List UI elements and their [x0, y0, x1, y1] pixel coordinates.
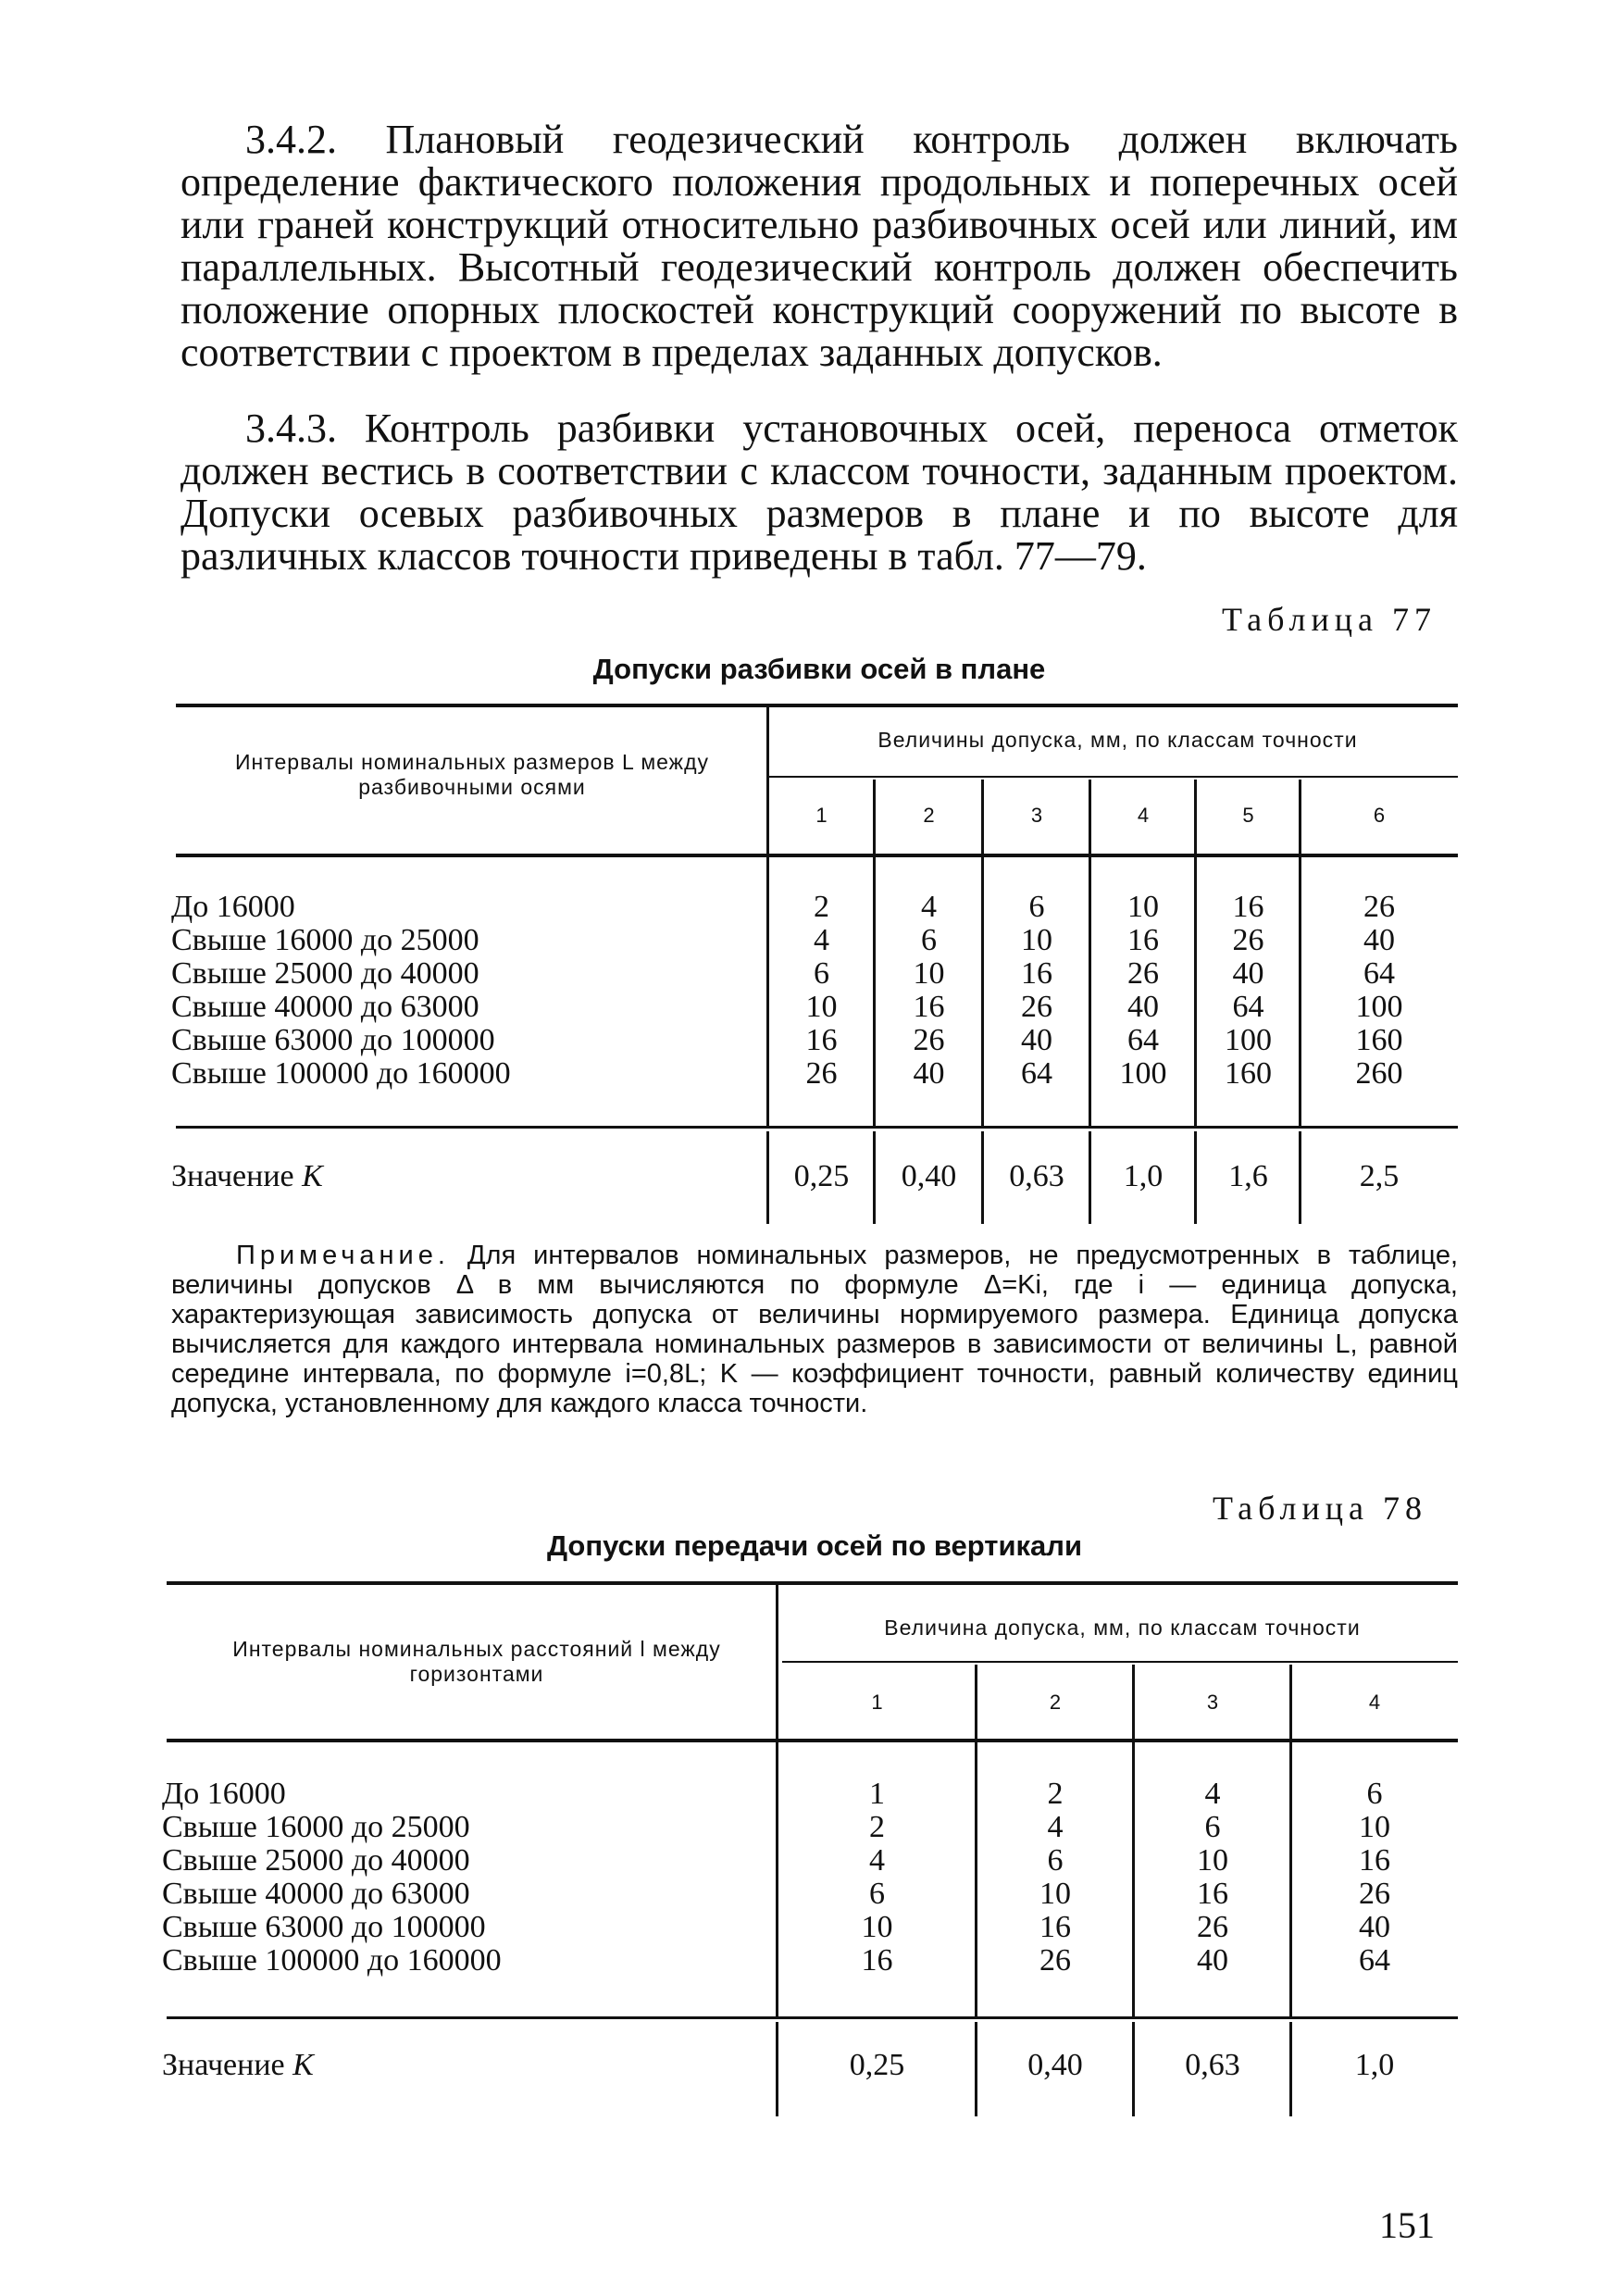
table78-value-cell: 6 [1047, 1843, 1064, 1878]
table78-value-cell: 10 [1039, 1877, 1071, 1911]
table78-value-cell: 2 [1047, 1777, 1064, 1811]
table78-value-cell: 10 [861, 1910, 893, 1944]
table77-value-cell: 40 [1232, 956, 1264, 991]
table-78-row-label: Свыше 25000 до 40000 [162, 1843, 470, 1878]
table78-value-cell: 26 [1197, 1910, 1228, 1944]
table-78-top-rule [167, 1581, 1458, 1585]
table-78-header-bottom-rule [167, 1739, 1458, 1742]
table78-value-cell: 6 [1366, 1777, 1383, 1811]
note-lead: Примечание. [236, 1241, 450, 1270]
table77-value-cell: 26 [1232, 923, 1264, 957]
table78-value-cell: 10 [1197, 1843, 1228, 1878]
table-77-note [171, 1241, 1458, 1418]
table77-value-cell: 260 [1355, 1056, 1403, 1091]
table77-value-cell: 160 [1225, 1056, 1272, 1091]
table78-value-cell: 4 [1047, 1810, 1064, 1844]
table77-class-number: 4 [1137, 804, 1150, 827]
table77-value-column [983, 891, 1090, 1091]
table77-value-cell: 4 [814, 923, 829, 957]
table78-value-cell: 4 [1204, 1777, 1221, 1811]
table-77-row-label: Свыше 63000 до 100000 [171, 1023, 495, 1057]
table78-value-cell: 16 [1359, 1843, 1390, 1878]
table78-value-cell: 2 [869, 1810, 885, 1844]
table77-k-value: 1,0 [1123, 1159, 1164, 1193]
table77-value-cell: 10 [805, 990, 838, 1024]
table78-value-cell: 16 [1197, 1877, 1228, 1911]
table77-k-value: 0,25 [793, 1159, 850, 1193]
table77-value-cell: 26 [1363, 890, 1395, 924]
table78-value-cell: 4 [869, 1843, 885, 1878]
table77-k-value: 1,6 [1228, 1159, 1268, 1193]
table-77-body-bottom-rule [176, 1126, 1458, 1129]
table-78-row-label: Свыше 63000 до 100000 [162, 1910, 486, 1944]
table-77-row-labels [171, 891, 511, 1091]
table78-class-number: 2 [1049, 1691, 1062, 1714]
table-77-header-split-rule [768, 776, 1458, 778]
table77-value-cell: 26 [805, 1056, 838, 1091]
table77-value-cell: 100 [1225, 1023, 1272, 1057]
table-78-row-label: Свыше 16000 до 25000 [162, 1810, 470, 1844]
table77-value-cell: 26 [1021, 990, 1052, 1024]
table78-k-value: 0,63 [1185, 2048, 1240, 2082]
table78-value-column [778, 1778, 977, 1978]
table-77-row-label: До 16000 [171, 890, 295, 924]
table78-k-value: 0,40 [1027, 2048, 1083, 2082]
table77-value-cell: 160 [1355, 1023, 1403, 1057]
k-symbol: K [302, 1159, 323, 1193]
table77-class-number: 5 [1242, 804, 1254, 827]
table-78-row-label: Свыше 40000 до 63000 [162, 1877, 470, 1911]
paragraph-3-4-2: 3.4.2. Плановый геодезический контроль должен включать определение фактического положения продольных и поперечных осей или граней конструкций относительно разбивочных осей или линий, им параллельных. Высотный геодезический контроль должен обеспечить положение опорных плоскостей конструкций сооружений по высоте в соответствии с проектом в пределах заданных допусков. [180, 117, 1458, 375]
table77-value-cell: 64 [1232, 990, 1264, 1024]
table77-value-cell: 16 [913, 990, 945, 1024]
table77-value-cell: 10 [1127, 890, 1159, 924]
table78-value-cell: 6 [1204, 1810, 1221, 1844]
table77-value-column [768, 891, 875, 1091]
table-78-row-label: До 16000 [162, 1777, 286, 1811]
table77-value-cell: 6 [814, 956, 829, 991]
table78-value-cell: 40 [1197, 1943, 1228, 1978]
table77-class-number: 2 [923, 804, 935, 827]
table-78-row-header: Интервалы номинальных расстояний l между горизонтами [232, 1637, 721, 1686]
table77-value-cell: 40 [1021, 1023, 1052, 1057]
table-78-row-labels [162, 1778, 502, 1978]
table77-k-value: 2,5 [1359, 1159, 1400, 1193]
table77-value-cell: 64 [1363, 956, 1395, 991]
table78-value-column [1134, 1778, 1291, 1978]
table78-value-cell: 1 [869, 1777, 885, 1811]
table77-class-number: 1 [815, 804, 828, 827]
table-78-row-label: Свыше 100000 до 160000 [162, 1943, 502, 1978]
table-77-row-label: Свыше 16000 до 25000 [171, 923, 479, 957]
table77-value-cell: 10 [913, 956, 945, 991]
table-78-caption: Таблица 78 [1213, 1490, 1427, 1527]
table77-value-cell: 4 [921, 890, 937, 924]
table78-value-cell: 26 [1039, 1943, 1071, 1978]
table77-value-cell: 64 [1021, 1056, 1052, 1091]
table77-value-cell: 100 [1119, 1056, 1167, 1091]
table77-value-cell: 16 [1127, 923, 1159, 957]
table78-value-column [1291, 1778, 1458, 1978]
table-77-row-label: Свыше 40000 до 63000 [171, 990, 479, 1024]
table78-value-cell: 64 [1359, 1943, 1390, 1978]
table77-value-cell: 2 [814, 890, 829, 924]
table77-k-value: 0,63 [1009, 1159, 1064, 1193]
table77-value-cell: 26 [913, 1023, 945, 1057]
table78-class-number: 4 [1368, 1691, 1381, 1714]
table-77-top-rule [176, 704, 1458, 707]
table-77-title: Допуски разбивки осей в плане [592, 653, 1046, 685]
table77-value-cell: 26 [1127, 956, 1159, 991]
table77-value-column [875, 891, 983, 1091]
table-77-k-label [171, 1159, 323, 1194]
table-77-caption: Таблица 77 [1222, 601, 1437, 638]
table77-value-cell: 40 [1363, 923, 1395, 957]
table-78-k-label [162, 2048, 314, 2083]
table-78-divider [776, 1585, 778, 1741]
table-77-row-label: Свыше 100000 до 160000 [171, 1056, 511, 1091]
table78-value-cell: 16 [1039, 1910, 1071, 1944]
table-78-title: Допуски передачи осей по вертикали [546, 1529, 1083, 1562]
note-text: Для интервалов номинальных размеров, не предусмотренных в таблице, величины допусков Δ в мм вычисляются по формуле Δ=Ki, где i — единица допуска, характеризующая зависимость допуска от величины нормируемого размера. Единица допуска вычисляется для каждого интервала номинальных размеров в зависимости от величины L, равной середине интервала, по формуле i=0,8L; K — коэффициент точности, равный количеству единиц допуска, установленному для каждого класса точности. [171, 1241, 1459, 1418]
table78-value-cell: 26 [1359, 1877, 1390, 1911]
table-77-row-header: Интервалы номинальных размеров L между разбивочными осями [234, 750, 709, 799]
table77-value-cell: 6 [1028, 890, 1045, 924]
paragraph-3-4-3: 3.4.3. Контроль разбивки установочных осей, переноса отметок должен вестись в соответствии с классом точности, заданным проектом. Допуски осевых разбивочных размеров в плане и по высоте для различных классов точности приведены в табл. 77—79. [180, 406, 1458, 579]
table77-value-cell: 16 [805, 1023, 838, 1057]
table78-k-value: 1,0 [1354, 2048, 1395, 2082]
table78-class-number: 3 [1206, 1691, 1219, 1714]
table77-value-cell: 64 [1127, 1023, 1159, 1057]
table-77-row-label: Свыше 25000 до 40000 [171, 956, 479, 991]
table77-value-column [1196, 891, 1301, 1091]
table78-value-cell: 40 [1359, 1910, 1390, 1944]
table-77-column-header: Величины допуска, мм, по классам точности [877, 728, 1358, 752]
table78-value-cell: 16 [861, 1943, 893, 1978]
page-number: 151 [1379, 2204, 1435, 2246]
k-symbol: K [292, 2048, 314, 2082]
table78-value-cell: 6 [869, 1877, 885, 1911]
table77-k-value: 0,40 [901, 1159, 957, 1193]
k-label-text: Значение [171, 1159, 294, 1193]
table-77-header-bottom-rule [176, 854, 1458, 857]
table77-value-cell: 40 [1127, 990, 1159, 1024]
table78-value-column [977, 1778, 1134, 1978]
table77-value-column [1090, 891, 1196, 1091]
table77-value-cell: 40 [913, 1056, 945, 1091]
table77-value-cell: 6 [921, 923, 937, 957]
k-label-text: Значение [162, 2048, 285, 2082]
table78-k-value: 0,25 [849, 2048, 905, 2082]
table-78-header-split-rule [782, 1661, 1458, 1663]
table78-value-cell: 10 [1359, 1810, 1390, 1844]
table77-class-number: 6 [1373, 804, 1386, 827]
table-78-body-bottom-rule [167, 2016, 1458, 2019]
table-78-column-header: Величина допуска, мм, по классам точности [884, 1616, 1361, 1640]
table77-value-cell: 10 [1021, 923, 1052, 957]
table77-value-column [1301, 891, 1458, 1091]
table77-class-number: 3 [1030, 804, 1043, 827]
table78-class-number: 1 [871, 1691, 883, 1714]
table77-value-cell: 100 [1355, 990, 1403, 1024]
table77-value-cell: 16 [1021, 956, 1052, 991]
table-77-divider [766, 707, 769, 855]
table77-value-cell: 16 [1232, 890, 1264, 924]
